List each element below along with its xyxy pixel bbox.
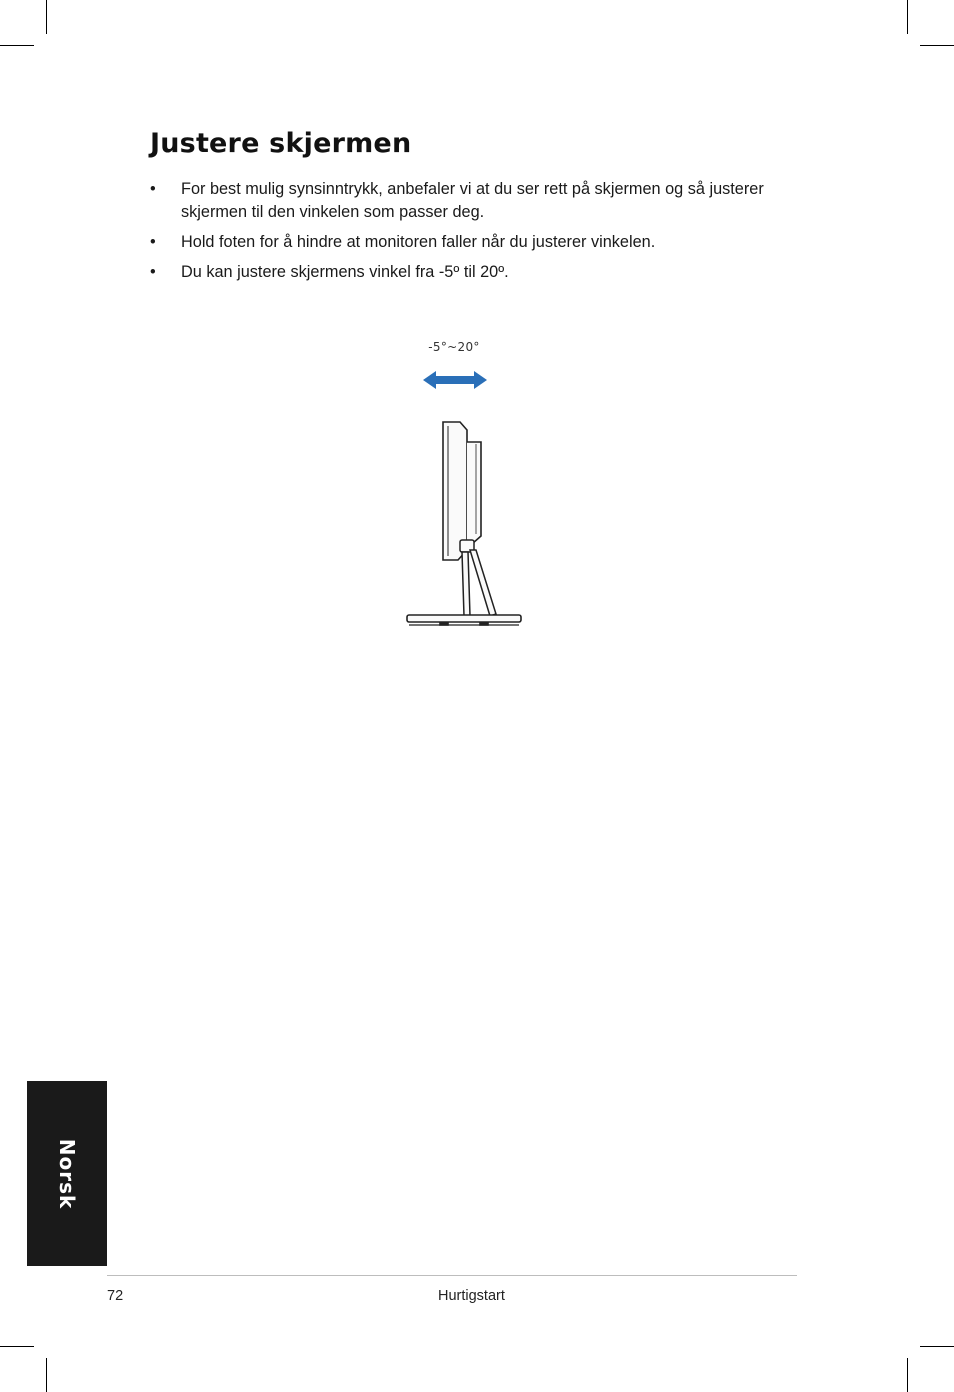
footer-divider [107,1275,797,1276]
double-arrow-icon [423,371,487,389]
monitor-side-view-illustration [390,338,540,638]
crop-mark [46,1358,47,1392]
language-side-tab [27,1081,107,1266]
bullet-marker: • [150,263,156,281]
crop-mark [0,45,34,46]
language-label: Norsk [55,1138,79,1209]
angle-label: -5°~20° [428,340,480,354]
crop-mark [907,1358,908,1392]
crop-mark [920,45,954,46]
footer-title: Hurtigstart [438,1288,505,1304]
crop-mark [0,1346,34,1347]
monitor-stand [460,540,496,616]
list-item-text: Hold foten for å hindre at monitoren faller når du justerer vinkelen. [181,233,656,251]
crop-mark [907,0,908,34]
monitor-tilt-figure [390,338,540,638]
crop-mark [46,0,47,34]
list-item-text: For best mulig synsinntrykk, anbefaler vi at du ser rett på skjermen og så justerer skjermen til den vinkelen som passer deg. [181,180,764,221]
page-title: Justere skjermen [150,128,412,159]
bullet-marker: • [150,180,156,198]
list-item-text: Du kan justere skjermens vinkel fra -5º til 20º. [181,263,509,281]
bullet-marker: • [150,233,156,251]
bullet-list [150,178,790,291]
page-number: 72 [107,1288,124,1304]
monitor-base [407,615,521,625]
list-item [150,231,790,254]
list-item [150,178,790,224]
crop-mark [920,1346,954,1347]
list-item [150,261,790,284]
